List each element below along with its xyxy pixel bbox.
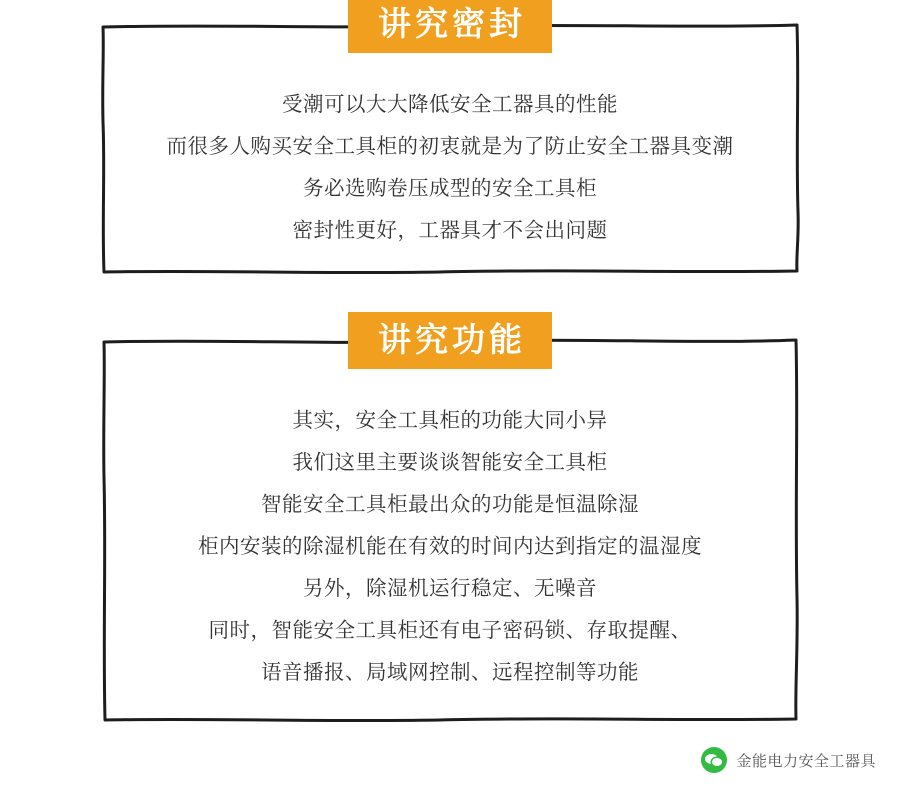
- body-line: 其实，安全工具柜的功能大同小异: [292, 409, 608, 432]
- body-line: 务必选购卷压成型的安全工具柜: [303, 177, 597, 200]
- body-line: 受潮可以大大降低安全工器具的性能: [282, 93, 618, 116]
- body-line: 同时，智能安全工具柜还有电子密码锁、存取提醒、: [208, 619, 692, 642]
- section-function-title: 讲究功能: [348, 312, 552, 369]
- body-line: 另外，除湿机运行稳定、无噪音: [303, 577, 597, 600]
- section-function-body: [100, 338, 800, 714]
- section-seal-body: [100, 22, 800, 272]
- body-line: 语音播报、局域网控制、远程控制等功能: [261, 661, 639, 684]
- body-line: 密封性更好，工器具才不会出问题: [292, 219, 608, 242]
- section-seal: [100, 5, 800, 274]
- section-seal-title: 讲究密封: [348, 0, 552, 53]
- body-line: 而很多人购买安全工具柜的初衷就是为了防止安全工器具变潮: [166, 135, 734, 158]
- wechat-icon: [701, 747, 727, 773]
- section-function: [100, 321, 800, 722]
- footer-account[interactable]: [701, 747, 876, 773]
- footer-account-name: 金能电力安全工器具: [736, 752, 876, 770]
- body-line: 智能安全工具柜最出众的功能是恒温除湿: [261, 493, 639, 516]
- body-line: 柜内安装的除湿机能在有效的时间内达到指定的温湿度: [198, 535, 702, 558]
- body-line: 我们这里主要谈谈智能安全工具柜: [292, 451, 608, 474]
